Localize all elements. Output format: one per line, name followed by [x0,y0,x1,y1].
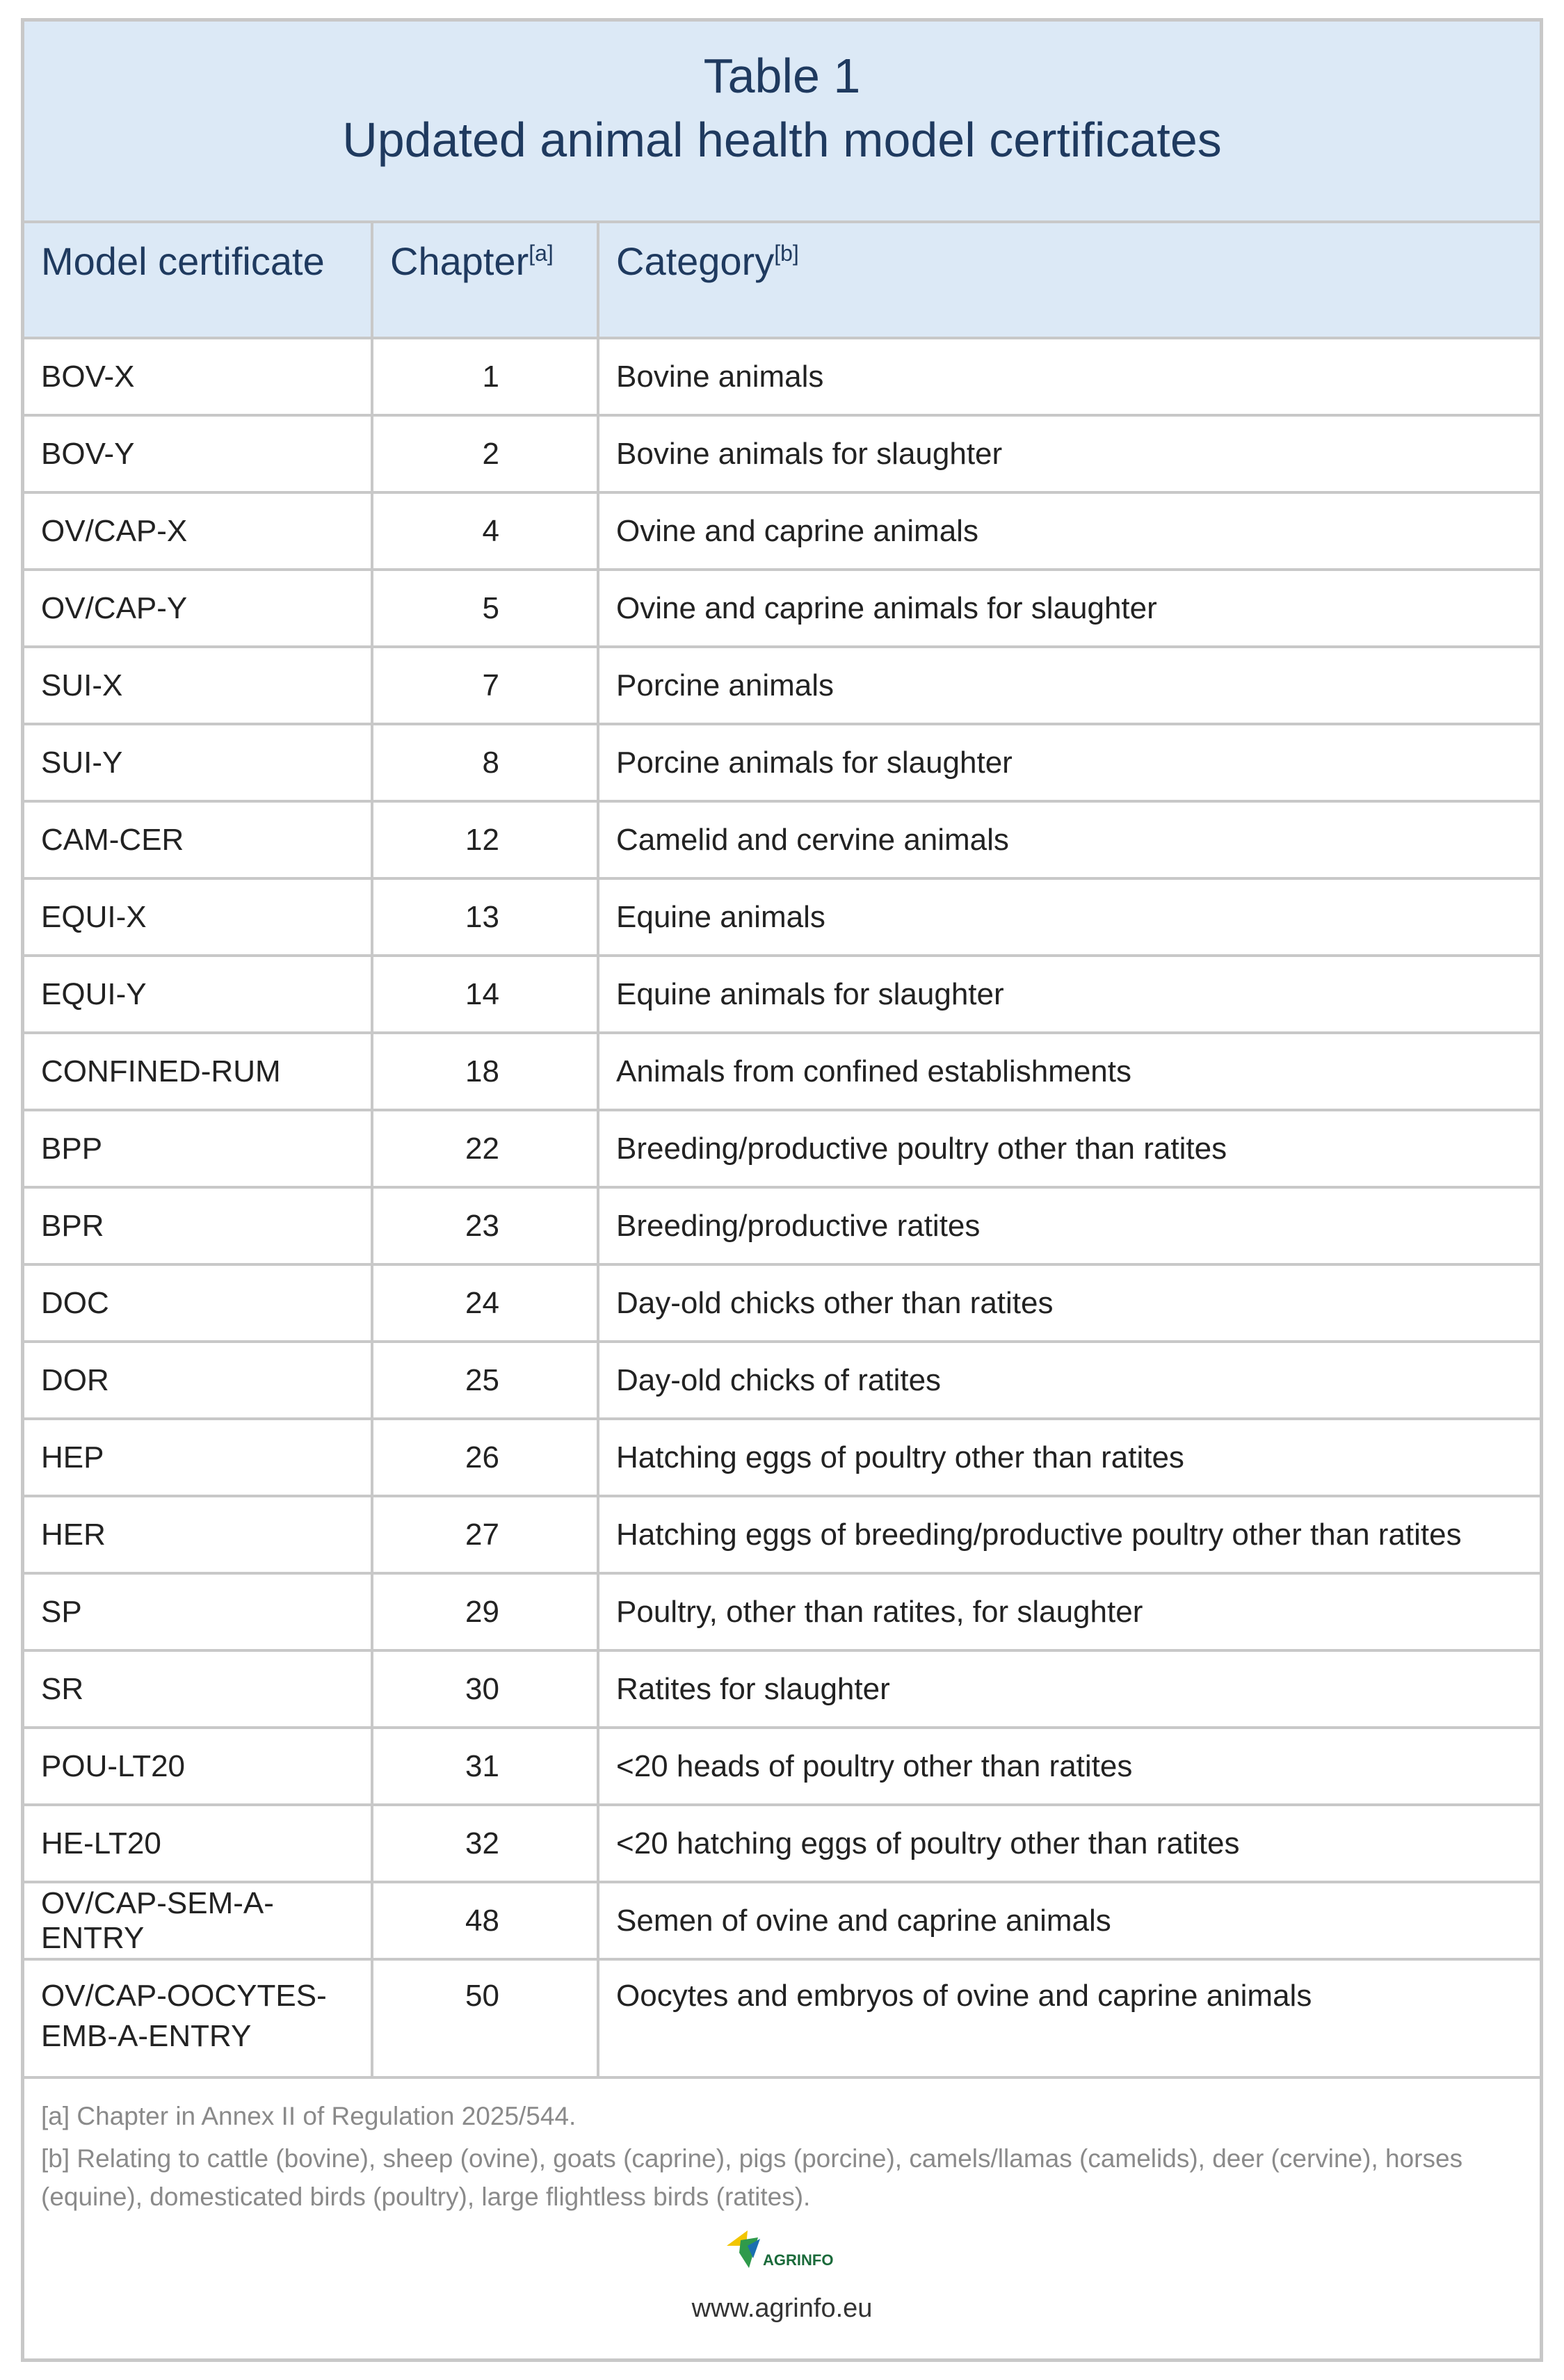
cell-chapter: 48 [372,1882,598,1959]
table-row [24,956,1540,1033]
table-frame [21,18,1543,2362]
cell-model: OV/CAP-OOCYTES- EMB-A-ENTRY [24,1959,372,2077]
table-title [24,22,1540,223]
table-row [24,1573,1540,1650]
table-row [24,1033,1540,1110]
cell-chapter: 2 [372,415,598,492]
cell-model: OV/CAP-X [24,492,372,570]
cell-model: HE-LT20 [24,1805,372,1882]
cell-chapter: 30 [372,1650,598,1728]
cell-category: <20 heads of poultry other than ratites [598,1728,1540,1805]
cell-category: Bovine animals for slaughter [598,415,1540,492]
cell-category: Ovine and caprine animals [598,492,1540,570]
category-footnote-ref: [b] [774,241,799,266]
table-row [24,1419,1540,1496]
cell-model: SR [24,1650,372,1728]
cell-category: Hatching eggs of poultry other than ratites [598,1419,1540,1496]
cell-category: Porcine animals for slaughter [598,724,1540,801]
cell-chapter: 26 [372,1419,598,1496]
cell-model: EQUI-X [24,878,372,956]
cell-chapter: 5 [372,570,598,647]
cell-category: Breeding/productive poultry other than ratites [598,1110,1540,1187]
table-row [24,415,1540,492]
cell-category: Breeding/productive ratites [598,1187,1540,1264]
cell-category: Ratites for slaughter [598,1650,1540,1728]
table-row [24,801,1540,878]
cell-chapter: 22 [372,1110,598,1187]
note-a: [a] Chapter in Annex II of Regulation 2025/544. [41,2102,577,2130]
cell-chapter: 23 [372,1187,598,1264]
footer [24,2225,1540,2324]
cell-model: DOR [24,1342,372,1419]
cell-chapter: 7 [372,647,598,724]
cell-chapter: 13 [372,878,598,956]
cell-chapter: 27 [372,1496,598,1573]
table-row [24,1264,1540,1342]
cell-chapter: 25 [372,1342,598,1419]
cell-category: Equine animals for slaughter [598,956,1540,1033]
cell-model: HER [24,1496,372,1573]
cell-model: HEP [24,1419,372,1496]
cell-chapter: 29 [372,1573,598,1650]
table-number: Table 1 [703,49,861,103]
cell-chapter: 8 [372,724,598,801]
cell-model: BOV-Y [24,415,372,492]
agrinfo-logo-icon [720,2225,845,2281]
table-row [24,1110,1540,1187]
cell-category: Hatching eggs of breeding/productive poultry other than ratites [598,1496,1540,1573]
cell-model: CONFINED-RUM [24,1033,372,1110]
cell-category: Oocytes and embryos of ovine and caprine animals [598,1959,1540,2077]
cell-chapter: 50 [372,1959,598,2077]
header-category: Category[b] [598,223,1540,338]
table-row [24,1882,1540,1959]
cell-model: OV/CAP-SEM-A-ENTRY [24,1882,372,1959]
table-caption: Updated animal health model certificates [342,113,1222,167]
cell-chapter: 24 [372,1264,598,1342]
table-row [24,1805,1540,1882]
cell-model: SUI-Y [24,724,372,801]
cell-model: POU-LT20 [24,1728,372,1805]
cell-chapter: 4 [372,492,598,570]
cell-model: BPR [24,1187,372,1264]
cell-category: Day-old chicks other than ratites [598,1264,1540,1342]
cell-model: EQUI-Y [24,956,372,1033]
table-row [24,1650,1540,1728]
cell-model: DOC [24,1264,372,1342]
cell-category: Ovine and caprine animals for slaughter [598,570,1540,647]
cell-model: BPP [24,1110,372,1187]
table-row [24,724,1540,801]
table-row [24,1728,1540,1805]
chapter-footnote-ref: [a] [529,241,554,266]
table-row [24,1496,1540,1573]
table-row [24,338,1540,415]
cell-model: SUI-X [24,647,372,724]
cell-model: BOV-X [24,338,372,415]
cell-model: CAM-CER [24,801,372,878]
header-model-certificate: Model certificate [24,223,372,338]
table-row [24,492,1540,570]
table-row [24,878,1540,956]
cell-chapter: 32 [372,1805,598,1882]
table-row [24,1187,1540,1264]
cell-category: Bovine animals [598,338,1540,415]
cell-chapter: 18 [372,1033,598,1110]
table-row [24,1959,1540,2077]
table-row [24,647,1540,724]
note-b: [b] Relating to cattle (bovine), sheep (ovine), goats (caprine), pigs (porcine), camels/llamas (camelids), deer (cervine), horses (equine), domesticated birds (poultry), large flightless birds (ratites). [41,2144,1463,2211]
cell-chapter: 12 [372,801,598,878]
cell-chapter: 1 [372,338,598,415]
cell-category: Porcine animals [598,647,1540,724]
cell-category: Poultry, other than ratites, for slaughter [598,1573,1540,1650]
header-row [24,223,1540,338]
certificates-table [24,223,1540,2079]
header-chapter: Chapter[a] [372,223,598,338]
footer-url[interactable]: www.agrinfo.eu [691,2294,873,2323]
cell-chapter: 14 [372,956,598,1033]
table-row [24,570,1540,647]
cell-chapter: 31 [372,1728,598,1805]
table-row [24,1342,1540,1419]
table-notes [24,2079,1540,2216]
cell-category: Equine animals [598,878,1540,956]
cell-model: OV/CAP-Y [24,570,372,647]
cell-category: Semen of ovine and caprine animals [598,1882,1540,1959]
cell-category: <20 hatching eggs of poultry other than ratites [598,1805,1540,1882]
logo-text: AGRINFO [762,2251,833,2269]
cell-model: SP [24,1573,372,1650]
cell-category: Day-old chicks of ratites [598,1342,1540,1419]
cell-category: Camelid and cervine animals [598,801,1540,878]
cell-category: Animals from confined establishments [598,1033,1540,1110]
